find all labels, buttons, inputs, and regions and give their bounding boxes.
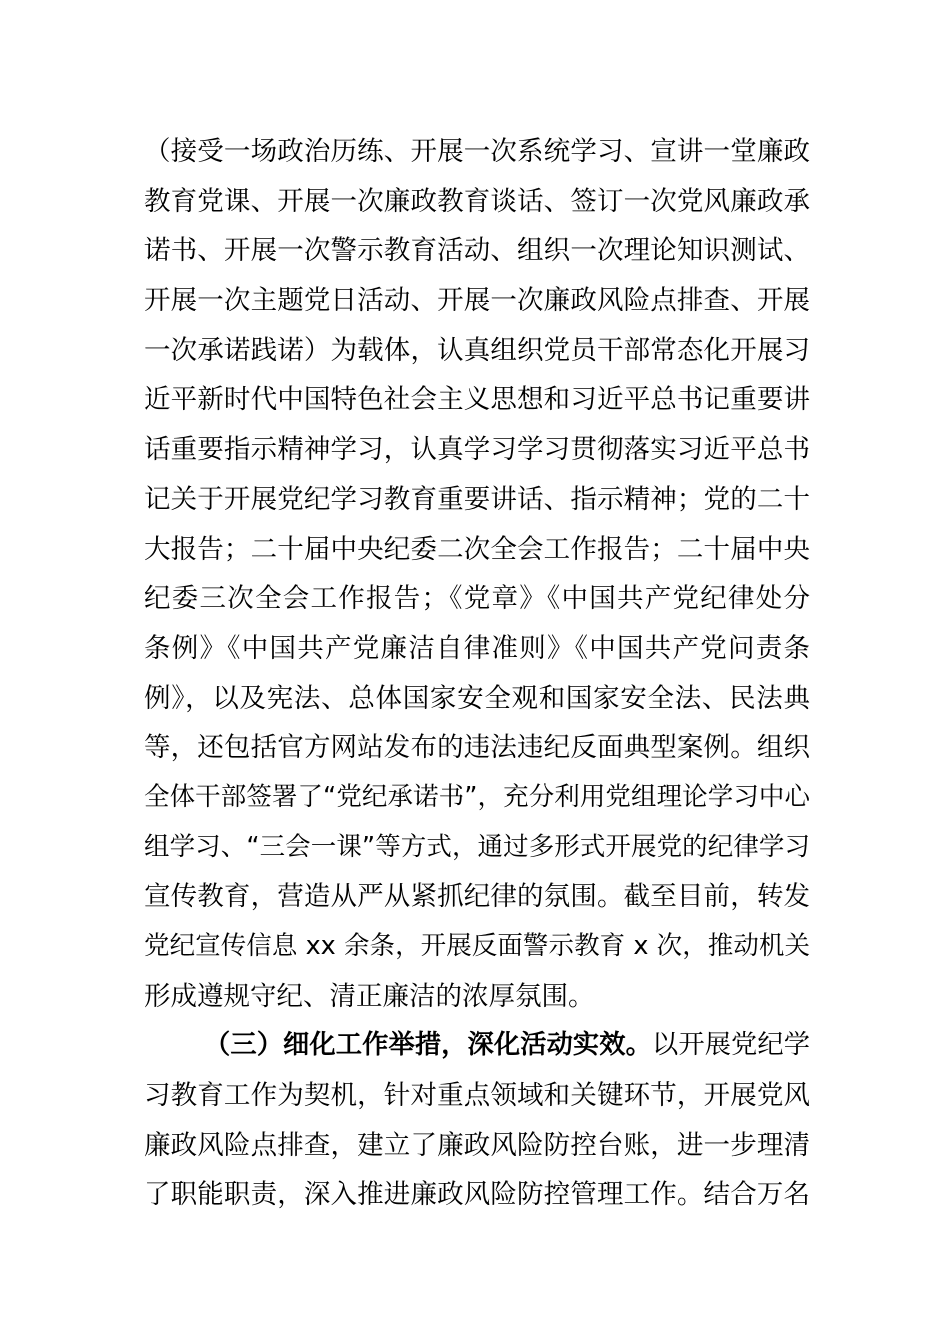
text-line: 一次承诺践诺）为载体，认真组织党员干部常态化开展习 <box>144 334 810 366</box>
heading-line-rest: 以开展党纪学 <box>652 1030 811 1061</box>
text-line: 开展一次主题党日活动、开展一次廉政风险点排查、开展 <box>144 285 810 317</box>
body-text <box>144 127 810 1220</box>
section-heading: （三）细化工作举措，深化活动实效。 <box>204 1030 652 1061</box>
text-line: 习教育工作为契机，针对重点领域和关键环节，开展党风 <box>144 1080 810 1112</box>
text-line: 例》，以及宪法、总体国家安全观和国家安全法、民法典 <box>144 682 810 714</box>
text-line: 近平新时代中国特色社会主义思想和习近平总书记重要讲 <box>144 384 810 416</box>
paragraph-2 <box>144 1021 810 1220</box>
text-line: 纪委三次全会工作报告；《党章》《中国共产党纪律处分 <box>144 583 810 615</box>
text-line: 教育党课、开展一次廉政教育谈话、签订一次党风廉政承 <box>144 185 810 217</box>
text-line: 记关于开展党纪学习教育重要讲话、指示精神；党的二十 <box>144 483 810 515</box>
text-line: 条例》《中国共产党廉洁自律准则》《中国共产党问责条 <box>144 632 810 664</box>
text-line: 等，还包括官方网站发布的违法违纪反面典型案例。组织 <box>144 732 810 764</box>
text-line: 诺书、开展一次警示教育活动、组织一次理论知识测试、 <box>144 235 810 267</box>
text-line: 了职能职责，深入推进廉政风险防控管理工作。结合万名 <box>144 1179 810 1211</box>
text-line: 大报告；二十届中央纪委二次全会工作报告；二十届中央 <box>144 533 810 565</box>
text-line: 全体干部签署了“党纪承诺书”，充分利用党组理论学习中心 <box>144 781 810 812</box>
text-line: 话重要指示精神学习，认真学习学习贯彻落实习近平总书 <box>144 434 810 466</box>
text-line-with-heading <box>144 1021 810 1071</box>
text-line: 廉政风险点排查，建立了廉政风险防控台账，进一步理清 <box>144 1129 810 1161</box>
text-line: 组学习、“三会一课”等方式，通过多形式开展党的纪律学习 <box>144 831 810 862</box>
text-line: （接受一场政治历练、开展一次系统学习、宣讲一堂廉政 <box>144 136 810 167</box>
paragraph-1 <box>144 127 810 1021</box>
text-line: 党纪宣传信息 xx 余条，开展反面警示教育 x 次，推动机关 <box>144 931 810 961</box>
text-line: 形成遵规守纪、清正廉洁的浓厚氛围。 <box>144 980 595 1012</box>
text-line: 宣传教育，营造从严从紧抓纪律的氛围。截至目前，转发 <box>144 881 810 913</box>
